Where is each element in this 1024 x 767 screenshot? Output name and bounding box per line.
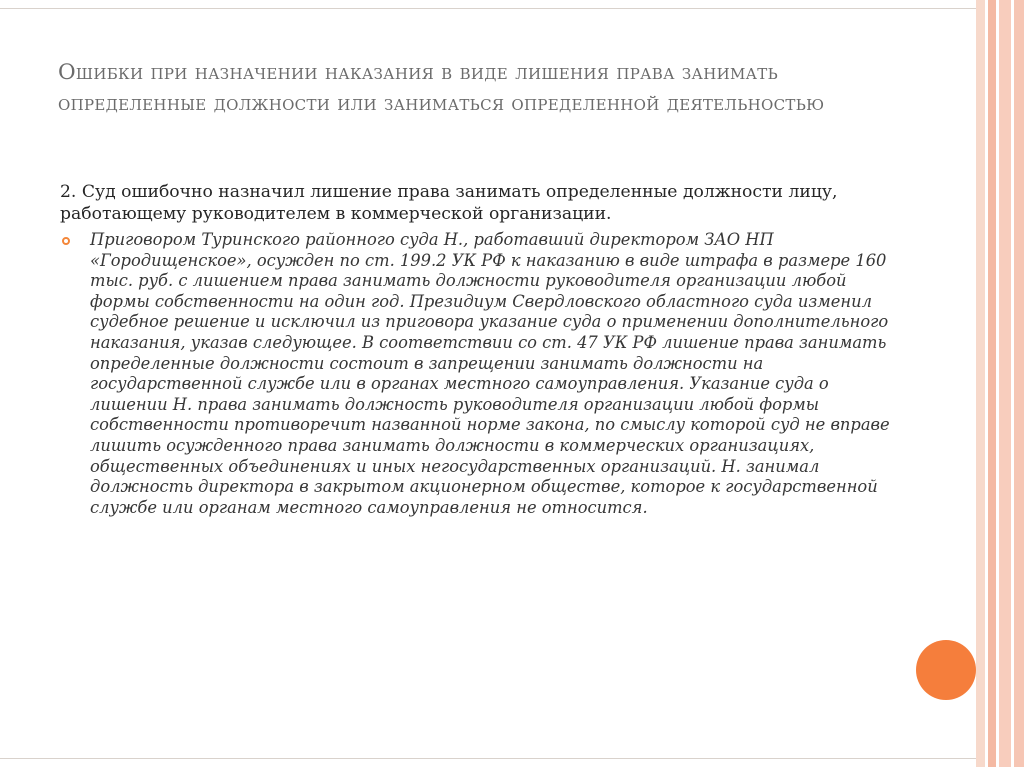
slide-title: Ошибки при назначении наказания в виде лишения права занимать определенные должности или заниматься определенной деятельностью xyxy=(58,60,825,116)
bottom-frame-line xyxy=(0,758,976,759)
decorative-stripes xyxy=(976,0,1024,767)
bullet-item xyxy=(62,230,892,518)
orange-circle-icon xyxy=(916,640,976,700)
stripe xyxy=(976,0,985,767)
stripe xyxy=(1014,0,1024,767)
stripe xyxy=(988,0,996,767)
ring-bullet-icon xyxy=(62,237,70,245)
bullet-text: Приговором Туринского районного суда Н., работавший директором ЗАО НП «Городищенское», осужден по ст. 199.2 УК РФ к наказанию в виде штрафа в размере 160 тыс. руб. с лишением права занимать должности руководителя организации любой формы собственности на один год. Президиум Свердловского областного суда изменил судебное решение и исключил из приговора указание суда о применении дополнительного наказания, указав следующее. В соответствии со ст. 47 УК РФ лишение права занимать определенные должности состоит в запрещении занимать должности на государственной службе или в органах местного самоуправления. Указание суда о лишении Н. права занимать должность руководителя организации любой формы собственности противоречит названной норме закона, по смыслу которой суд не вправе лишить осужденного права занимать должности в коммерческих организациях, общественных объединениях и иных негосударственных организаций. Н. занимал должность директора в закрытом акционерном обществе, которое к государственной службе или органам местного самоуправления не относится. xyxy=(90,230,890,517)
top-frame-line xyxy=(0,8,976,9)
lead-paragraph: 2. Суд ошибочно назначил лишение права занимать определенные должности лицу, работающему руководителем в коммерческой организации. xyxy=(60,182,838,224)
stripe xyxy=(999,0,1011,767)
